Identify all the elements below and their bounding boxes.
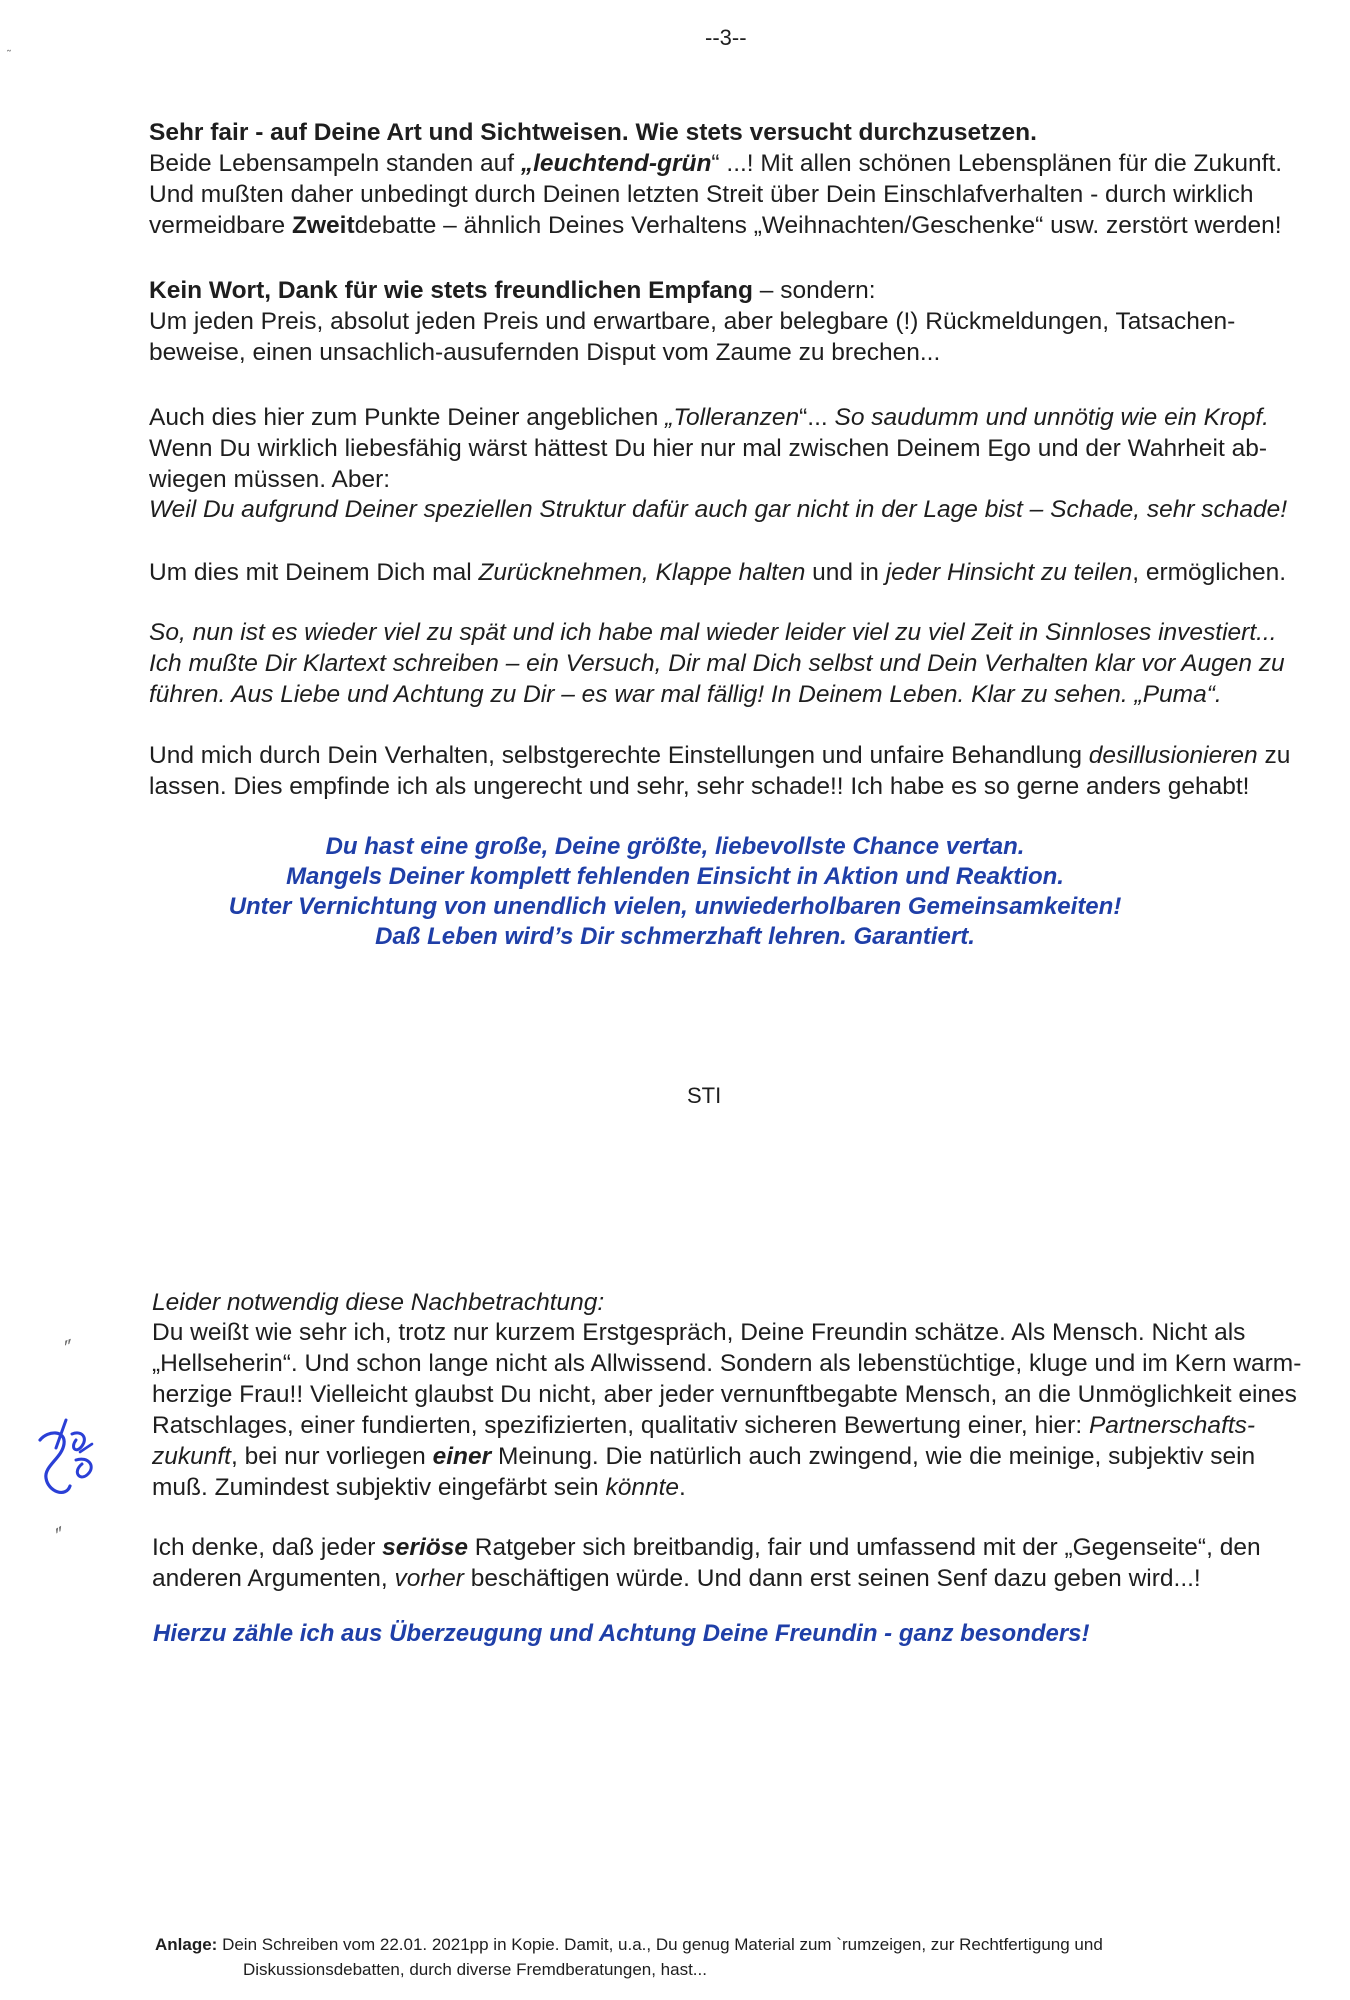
blue-closing-line: Hierzu zähle ich aus Überzeugung und Achtung Deine Freundin - ganz besonders! [153, 1620, 1090, 1647]
signature: STI [687, 1083, 722, 1108]
para1-line2: Beide Lebensampeln standen auf „leuchtend-grün“ ...! Mit allen schönen Lebensplänen für die Zukunft. [149, 150, 1283, 177]
blue-statement-line4: Daß Leben wird’s Dir schmerzhaft lehren. Garantiert. [375, 923, 975, 950]
margin-pencil-mark-top: ″ [61, 1334, 80, 1364]
footer-line2: Diskussionsdebatten, durch diverse Fremdberatungen, hast... [243, 1960, 707, 1979]
para7-line7: muß. Zumindest subjektiv eingefärbt sein könnte. [152, 1474, 686, 1501]
margin-ink-scribble [26, 1400, 106, 1510]
para6-line2: lassen. Dies empfinde ich als ungerecht und sehr, sehr schade!! Ich habe es so gerne anders gehabt! [149, 773, 1250, 800]
para2-line2: Um jeden Preis, absolut jeden Preis und erwartbare, aber belegbare (!) Rückmeldungen, Tatsachen- [149, 308, 1236, 335]
blue-statement-line1: Du hast eine große, Deine größte, liebevollste Chance vertan. [325, 833, 1025, 860]
stray-mark: ˷ [6, 38, 12, 52]
para3-line4: Weil Du aufgrund Deiner speziellen Struktur dafür auch gar nicht in der Lage bist – Schade, sehr schade! [149, 496, 1288, 523]
para7-line3: „Hellseherin“. Und schon lange nicht als Allwissend. Sondern als lebenstüchtige, kluge und im Kern warm- [152, 1350, 1302, 1377]
para8-line1: Ich denke, daß jeder seriöse Ratgeber sich breitbandig, fair und umfassend mit der „Gegenseite“, den [152, 1534, 1261, 1561]
para7-line5: Ratschlages, einer fundierten, spezifizierten, qualitativ sicheren Bewertung einer, hier: Partnerschafts- [152, 1412, 1256, 1439]
page-number: --3-- [705, 25, 747, 50]
para1-line4: vermeidbare Zweitdebatte – ähnlich Deines Verhaltens „Weihnachten/Geschenke“ usw. zerstört werden! [149, 212, 1282, 239]
para4-line1: Um dies mit Deinem Dich mal Zurücknehmen, Klappe halten und in jeder Hinsicht zu teilen, ermöglichen. [149, 559, 1287, 586]
para3-line3: wiegen müssen. Aber: [149, 466, 391, 493]
para1-line3: Und mußten daher unbedingt durch Deinen letzten Streit über Dein Einschlafverhalten - durch wirklich [149, 181, 1254, 208]
footer-line1: Anlage: Dein Schreiben vom 22.01. 2021pp in Kopie. Damit, u.a., Du genug Material zum `rumzeigen, zur Rechtfertigung und [155, 1935, 1103, 1954]
para1-line1: Sehr fair - auf Deine Art und Sichtweisen. Wie stets versucht durchzusetzen. [149, 119, 1037, 146]
para5-line2: Ich mußte Dir Klartext schreiben – ein Versuch, Dir mal Dich selbst und Dein Verhalten klar vor Augen zu [149, 650, 1285, 677]
para7-line1: Leider notwendig diese Nachbetrachtung: [152, 1289, 605, 1316]
para5-line3: führen. Aus Liebe und Achtung zu Dir – es war mal fällig! In Deinem Leben. Klar zu sehen. „Puma“. [149, 681, 1222, 708]
para7-line4: herzige Frau!! Vielleicht glaubst Du nicht, aber jeder vernunftbegabte Mensch, an die Unmöglichkeit eines [152, 1381, 1297, 1408]
para8-line2: anderen Argumenten, vorher beschäftigen würde. Und dann erst seinen Senf dazu geben wird...! [152, 1565, 1201, 1592]
para3-line2: Wenn Du wirklich liebesfähig wärst hättest Du hier nur mal zwischen Deinem Ego und der Wahrheit ab- [149, 435, 1267, 462]
para6-line1: Und mich durch Dein Verhalten, selbstgerechte Einstellungen und unfaire Behandlung desillusionieren zu [149, 742, 1291, 769]
para7-line6: zukunft, bei nur vorliegen einer Meinung. Die natürlich auch zwingend, wie die meinige, subjektiv sein [152, 1443, 1256, 1470]
para5-line1: So, nun ist es wieder viel zu spät und ich habe mal wieder leider viel zu viel Zeit in Sinnloses investiert... [149, 619, 1277, 646]
para2-line3: beweise, einen unsachlich-ausufernden Disput vom Zaume zu brechen... [149, 339, 941, 366]
blue-statement-line3: Unter Vernichtung von unendlich vielen, unwiederholbaren Gemeinsamkeiten! [228, 893, 1122, 920]
para3-line1: Auch dies hier zum Punkte Deiner angeblichen „Tolleranzen“... So saudumm und unnötig wie ein Kropf. [149, 404, 1269, 431]
para2-line1: Kein Wort, Dank für wie stets freundlichen Empfang – sondern: [149, 277, 876, 304]
margin-pencil-mark-bottom: ″ [51, 1521, 74, 1551]
para7-line2: Du weißt wie sehr ich, trotz nur kurzem Erstgespräch, Deine Freundin schätze. Als Mensch. Nicht als [152, 1319, 1246, 1346]
blue-statement-line2: Mangels Deiner komplett fehlenden Einsicht in Aktion und Reaktion. [286, 863, 1064, 890]
